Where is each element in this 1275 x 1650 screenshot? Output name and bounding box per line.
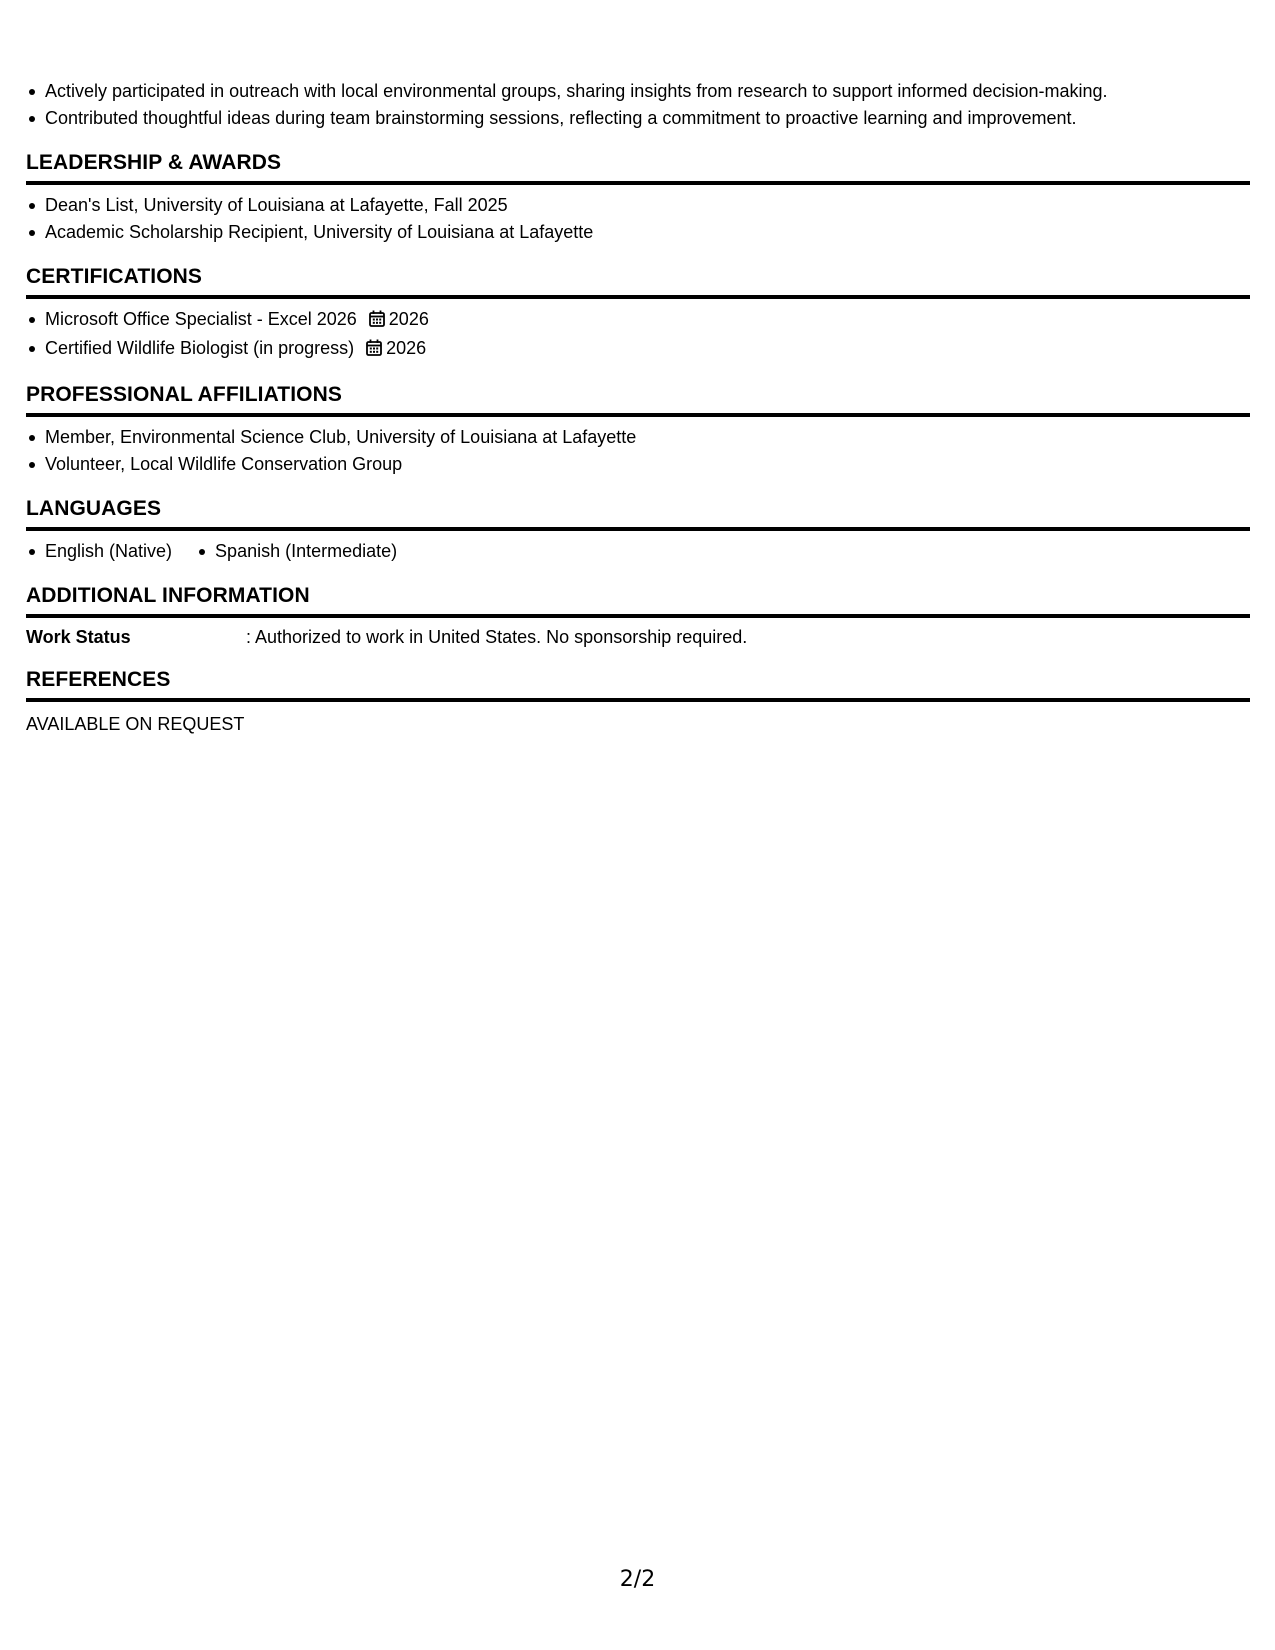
leadership-section [26, 150, 1250, 246]
certifications-list [26, 306, 1250, 364]
certifications-section [26, 264, 1250, 364]
languages-list [26, 538, 1250, 565]
section-title-affiliations: PROFESSIONAL AFFILIATIONS [26, 382, 1250, 417]
certification-item [26, 306, 1250, 335]
experience-bullet: Actively participated in outreach with local environmental groups, sharing insights from research to support informed decision-making. [26, 78, 1250, 105]
languages-section [26, 496, 1250, 565]
work-status-row [26, 625, 1250, 649]
certification-year: 2026 [388, 309, 429, 329]
affiliations-section [26, 382, 1250, 478]
leadership-item: Academic Scholarship Recipient, University of Louisiana at Lafayette [26, 219, 1250, 246]
section-title-certifications: CERTIFICATIONS [26, 264, 1250, 299]
leadership-list [26, 192, 1250, 246]
resume-content [26, 78, 1250, 736]
section-title-leadership: LEADERSHIP & AWARDS [26, 150, 1250, 185]
leadership-item: Dean's List, University of Louisiana at Lafayette, Fall 2025 [26, 192, 1250, 219]
language-item: Spanish (Intermediate) [196, 538, 397, 565]
certification-name: Microsoft Office Specialist - Excel 2026 [45, 309, 357, 329]
calendar-icon [366, 337, 382, 364]
experience-bullet-list [26, 78, 1250, 132]
certification-item [26, 335, 1250, 364]
experience-bullet: Contributed thoughtful ideas during team brainstorming sessions, reflecting a commitment to proactive learning and improvement. [26, 105, 1250, 132]
page-number: 2/2 [619, 1567, 656, 1592]
work-status-value: : Authorized to work in United States. No sponsorship required. [246, 627, 748, 647]
additional-info-section [26, 583, 1250, 649]
affiliation-item: Volunteer, Local Wildlife Conservation Group [26, 451, 1250, 478]
affiliations-list [26, 424, 1250, 478]
affiliation-item: Member, Environmental Science Club, University of Louisiana at Lafayette [26, 424, 1250, 451]
references-section [26, 667, 1250, 736]
section-title-languages: LANGUAGES [26, 496, 1250, 531]
section-title-references: REFERENCES [26, 667, 1250, 702]
references-text: AVAILABLE ON REQUEST [26, 714, 245, 734]
calendar-icon [369, 308, 385, 335]
section-title-additional: ADDITIONAL INFORMATION [26, 583, 1250, 618]
language-item: English (Native) [26, 538, 172, 565]
work-status-label: Work Status [26, 627, 131, 647]
certification-name: Certified Wildlife Biologist (in progress) [45, 338, 355, 358]
certification-year: 2026 [386, 338, 427, 358]
